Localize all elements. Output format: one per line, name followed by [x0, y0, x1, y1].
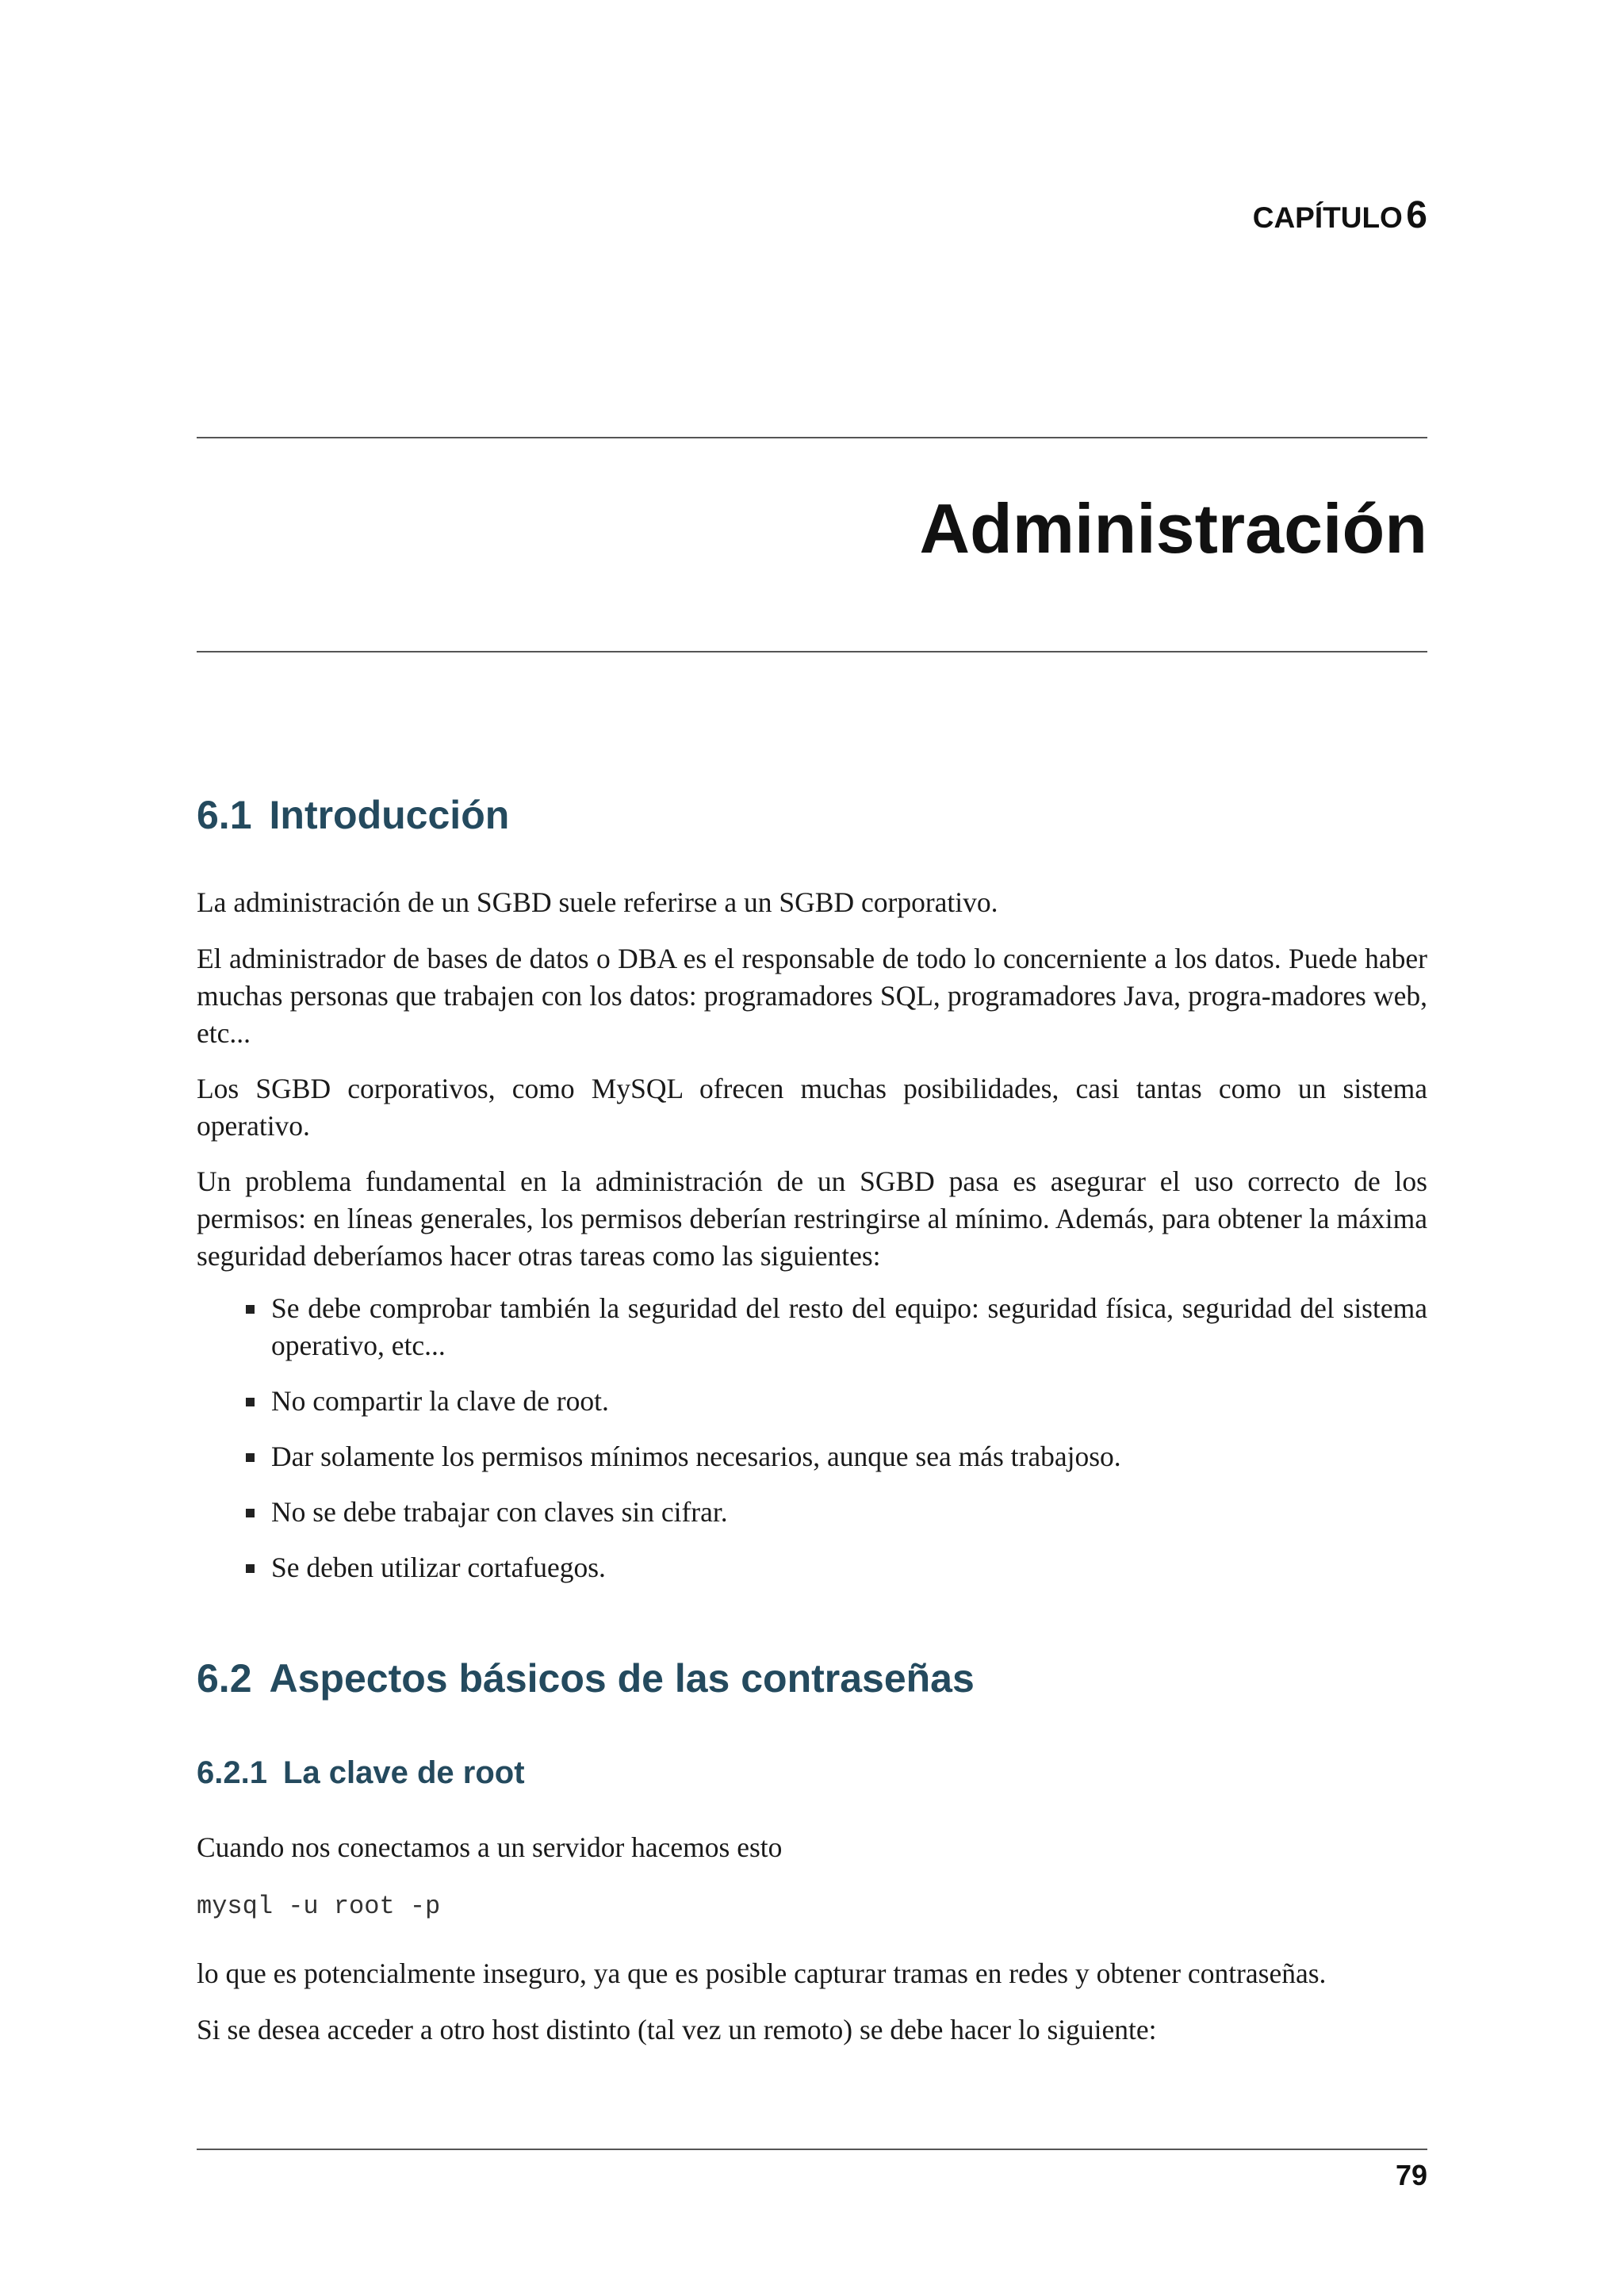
paragraph: El administrador de bases de datos o DBA es el responsable de todo lo concerniente a los datos. Puede haber muchas personas que trabajen con los datos: programadores SQL, programadores Java, progra-madores web, etc...: [197, 943, 1427, 1049]
bullet-square-icon: [246, 1564, 255, 1573]
bullet-square-icon: [246, 1398, 255, 1406]
list-item: Dar solamente los permisos mínimos necesarios, aunque sea más trabajoso.: [197, 1438, 1427, 1475]
subsection-title: La clave de root: [282, 1755, 525, 1790]
paragraph: Un problema fundamental en la administración de un SGBD pasa es asegurar el uso correcto de los permisos: en líneas generales, los permisos deberían restringirse al mínimo. Además, para obtener la máxima seguridad deberíamos hacer otras tareas como las siguientes:: [197, 1165, 1427, 1272]
list-item: Se deben utilizar cortafuegos.: [197, 1549, 1427, 1586]
list-item: No compartir la clave de root.: [197, 1383, 1427, 1420]
chapter-label-word: CAPÍTULO: [1252, 201, 1403, 234]
list-item: Se debe comprobar también la seguridad del resto del equipo: seguridad física, seguridad del sistema operativo, etc...: [197, 1290, 1427, 1364]
page-number: 79: [1395, 2159, 1427, 2191]
section-number: 6.1: [197, 793, 252, 837]
section-title: Introducción: [269, 793, 510, 837]
section-number: 6.2: [197, 1656, 252, 1701]
paragraph: La administración de un SGBD suele referirse a un SGBD corporativo.: [197, 886, 998, 918]
bullet-square-icon: [246, 1453, 255, 1462]
subsection-number: 6.2.1: [197, 1755, 267, 1790]
subsection-heading-root-key: [197, 1753, 525, 1793]
section-title: Aspectos básicos de las contraseñas: [269, 1656, 975, 1701]
paragraph: Los SGBD corporativos, como MySQL ofrecen muchas posibilidades, casi tantas como un sistema operativo.: [197, 1073, 1427, 1142]
bullet-list: [197, 1290, 1427, 1605]
section-heading-intro: [197, 791, 509, 839]
chapter-top-rule: [197, 437, 1427, 438]
chapter-bottom-rule: [197, 651, 1427, 652]
chapter-label: [1253, 193, 1427, 237]
bullet-square-icon: [246, 1305, 255, 1314]
footer-rule: [197, 2149, 1427, 2150]
section-heading-passwords: [197, 1655, 975, 1702]
chapter-number: 6: [1406, 194, 1427, 236]
paragraph: Si se desea acceder a otro host distinto (tal vez un remoto) se debe hacer lo siguiente:: [197, 2014, 1157, 2045]
paragraph: Cuando nos conectamos a un servidor hacemos esto: [197, 1831, 783, 1863]
bullet-square-icon: [246, 1509, 255, 1517]
code-block: mysql -u root -p: [197, 1892, 441, 1921]
document-page: [197, 0, 1427, 2296]
paragraph: lo que es potencialmente inseguro, ya que es posible capturar tramas en redes y obtener contraseñas.: [197, 1957, 1327, 1989]
list-item: No se debe trabajar con claves sin cifrar.: [197, 1494, 1427, 1531]
chapter-title: Administración: [919, 489, 1427, 568]
